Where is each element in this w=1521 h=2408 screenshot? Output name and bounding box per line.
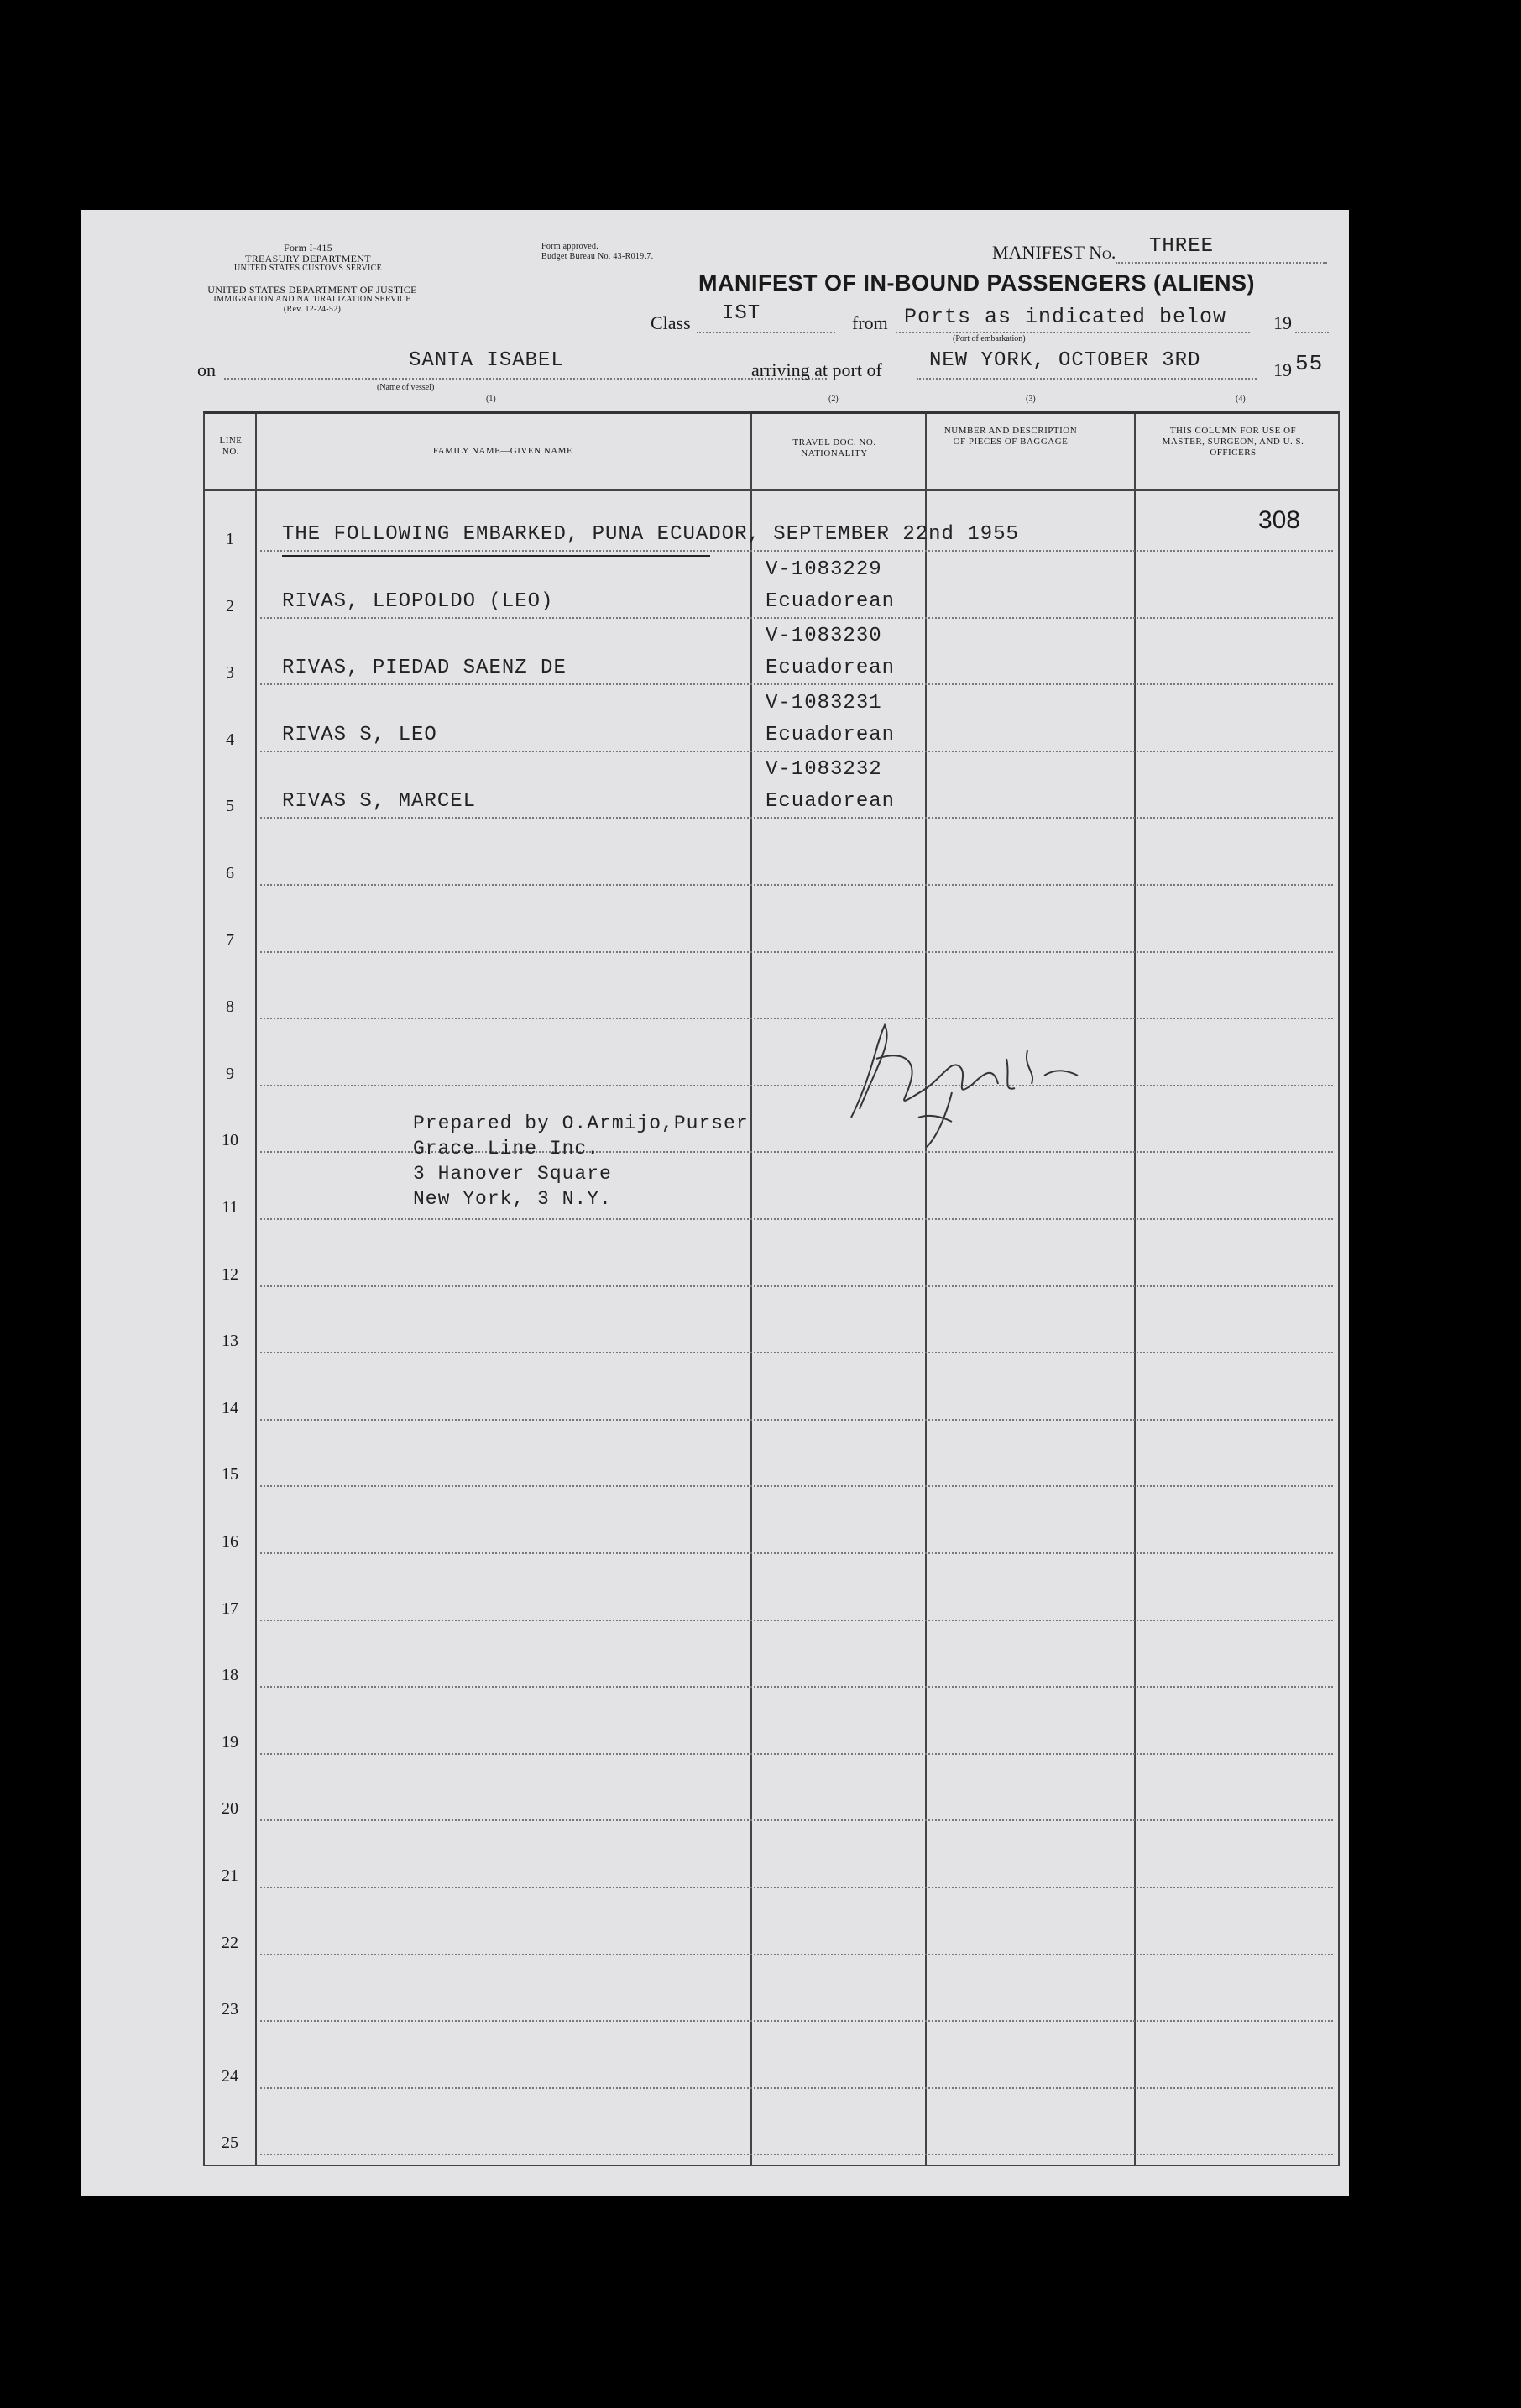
line-number: 23 [222,2000,238,2019]
travel-doc-no: V-1083231 [766,691,882,715]
nationality: Ecuadorean [766,589,896,613]
on-label: on [197,359,216,380]
col-divider [750,414,752,2165]
passenger-name: THE FOLLOWING EMBARKED, PUNA ECUADOR, SEPTEMBER 22nd 1955 [282,523,1019,546]
doj: UNITED STATES DEPARTMENT OF JUSTICE [207,284,417,296]
col-header-baggage: NUMBER AND DESCRIPTION OF PIECES OF BAGGAGE [943,426,1078,447]
handwritten-signature [826,1008,1103,1151]
line-number: 18 [222,1666,238,1685]
arriving-label: arriving at port of [751,359,882,380]
col-header-line: LINE NO. [219,436,243,457]
line-number: 8 [226,997,234,1017]
row-rule [260,951,1333,953]
line-number: 22 [222,1933,238,1952]
col-divider [1134,414,1136,2165]
col-header-officers: THIS COLUMN FOR USE OF MASTER, SURGEON, AND U. S. OFFICERS [1162,426,1304,458]
line-number: 20 [222,1799,238,1819]
arrival-port-date: NEW YORK, OCTOBER 3RD [929,349,1201,372]
col-divider [925,414,927,2165]
form-id: Form I-415 [284,242,332,254]
row-rule [260,817,1333,819]
manifest-title: MANIFEST OF IN-BOUND PASSENGERS (ALIENS) [698,270,1256,296]
col-divider [255,414,257,2165]
passenger-name: RIVAS, PIEDAD SAENZ DE [282,657,567,680]
row-rule [260,884,1333,886]
row-rule [260,1218,1333,1220]
nationality: Ecuadorean [766,657,896,680]
vessel-name: SANTA ISABEL [409,349,564,372]
row-rule [260,1085,1333,1086]
col-num-2: (2) [828,395,839,404]
ins: IMMIGRATION AND NATURALIZATION SERVICE [213,295,411,304]
row-rule [260,1419,1333,1421]
row-rule [260,1352,1333,1353]
row-rule [260,2020,1333,2022]
row-rule [260,751,1333,752]
row-rule [260,1819,1333,1821]
arrival-year: 55 [1295,351,1324,376]
row-rule [260,1552,1333,1554]
col-num-4: (4) [1236,395,1246,404]
row-rule [260,2087,1333,2089]
passenger-name: RIVAS, LEOPOLDO (LEO) [282,589,554,613]
line-number: 16 [222,1532,238,1551]
class-line [697,332,835,333]
port-of-embarkation: Ports as indicated below [904,305,1227,329]
preparer-line2: Grace Line Inc. [413,1138,600,1160]
col-header-travel: TRAVEL DOC. NO. NATIONALITY [792,437,876,458]
line-number: 5 [226,797,234,816]
line-number: 2 [226,596,234,615]
nationality: Ecuadorean [766,723,896,746]
arrival-line [917,378,1257,380]
year-line [1295,332,1329,333]
line-number: 3 [226,663,234,683]
manifest-label: MANIFEST No. [992,242,1116,263]
passenger-name: RIVAS S, LEO [282,723,437,746]
row-rule [260,1753,1333,1755]
travel-doc-no: V-1083232 [766,758,882,782]
row-rule [260,550,1333,552]
passenger-name: RIVAS S, MARCEL [282,790,477,814]
customs-service: UNITED STATES CUSTOMS SERVICE [233,264,383,273]
preparer-line3: 3 Hanover Square [413,1163,612,1185]
vessel-line [224,378,827,380]
line-number: 10 [222,1131,238,1150]
stamp-number: 308 [1258,506,1301,534]
travel-doc-no: V-1083230 [766,625,882,648]
col-header-name: FAMILY NAME—GIVEN NAME [432,446,573,456]
budget-bureau: Budget Bureau No. 43-R019.7. [541,252,654,261]
vessel-caption-num: (1) [486,395,496,404]
travel-doc-no: V-1083229 [766,558,882,581]
vessel-caption: (Name of vessel) [377,383,435,392]
line-number: 6 [226,864,234,882]
col-num-3: (3) [1026,395,1036,404]
line-number: 14 [222,1398,238,1417]
revision: (Rev. 12-24-52) [283,305,342,314]
row-rule [260,1887,1333,1888]
row-rule [260,1620,1333,1621]
row-rule [260,2154,1333,2155]
class-label: Class [651,312,691,333]
line-number: 1 [226,530,234,548]
line-number: 15 [222,1465,238,1484]
year-prefix-2: 19 [1273,359,1292,380]
year-prefix: 19 [1273,312,1292,333]
row-rule [260,1485,1333,1487]
row-rule [260,1285,1333,1287]
row-rule [260,683,1333,685]
header-divider [205,489,1338,491]
line-number: 13 [222,1332,238,1351]
row-rule [260,1686,1333,1688]
line-number: 17 [222,1599,238,1618]
row-rule [260,1018,1333,1019]
passenger-table [203,411,1340,2166]
preparer-line1: Prepared by O.Armijo,Purser [413,1112,749,1134]
line-number: 21 [222,1866,238,1885]
manifest-sheet [81,210,1349,2196]
from-line [896,332,1250,333]
line-number: 7 [226,930,234,950]
line-number: 9 [226,1064,234,1083]
line-number: 24 [222,2066,238,2086]
line-number: 25 [222,2133,238,2153]
from-label: from [852,312,888,333]
port-embark-caption: (Port of embarkation) [953,334,1026,343]
manifest-no: THREE [1149,235,1215,258]
line-number: 11 [222,1198,238,1217]
line-number: 19 [222,1732,238,1751]
preparer-line4: New York, 3 N.Y. [413,1188,612,1210]
nationality: Ecuadorean [766,790,896,814]
row-rule [260,1954,1333,1955]
treasury-dept: TREASURY DEPARTMENT [245,253,371,264]
manifest-no-line [1116,262,1327,264]
class-value: IST [722,302,761,325]
form-approved: Form approved. [541,242,599,251]
row-rule [260,617,1333,619]
row1-underline [282,555,710,557]
line-number: 4 [226,730,234,749]
line-number: 12 [222,1264,238,1284]
